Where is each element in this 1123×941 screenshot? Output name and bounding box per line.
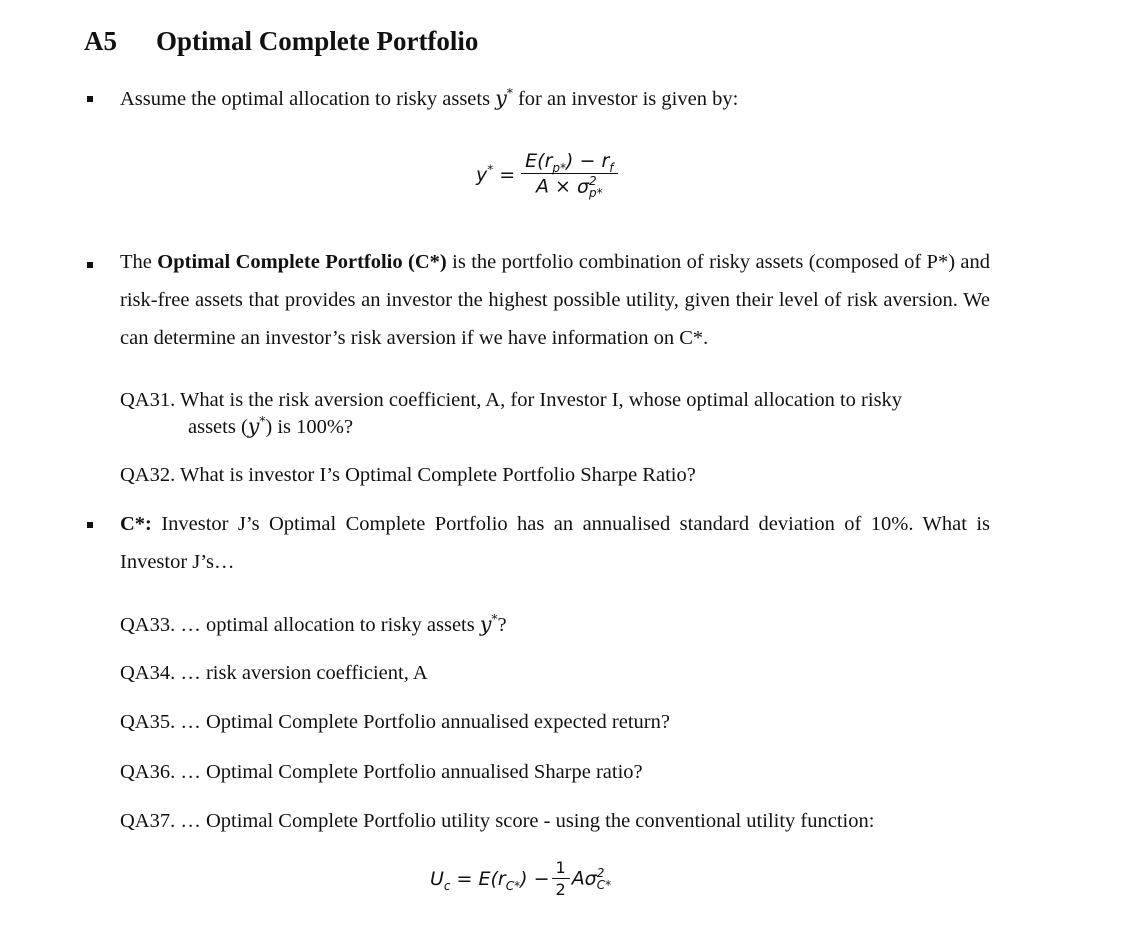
question-qa33: QA33. … optimal allocation to risky assets y*?: [120, 612, 507, 636]
section-heading: [84, 26, 478, 57]
qa33-y-star: y*: [479, 612, 498, 636]
formula-1-equals: =: [499, 163, 516, 186]
formula-2-lhs: $U_c$: [430, 867, 451, 893]
qa31-y-star: y*: [247, 414, 266, 438]
question-qa37: QA37. … Optimal Complete Portfolio utility score - using the conventional utility function:: [120, 810, 875, 832]
formula-2-half: $\frac{1}{2}$: [552, 858, 570, 899]
formula-1-lhs: y*: [476, 162, 494, 186]
bullet-2-text: [120, 243, 990, 357]
formula-1-denominator: A × σ 2 p*: [536, 174, 603, 200]
bullet-3-marker: [87, 522, 93, 528]
qa31-line2: assets (y*) is 100%?: [188, 414, 354, 438]
formula-2-expected-return: = $E(r_{C*})$ −: [456, 867, 550, 893]
qa31-line1: QA31. What is the risk aversion coefficient, A, for Investor I, whose optimal allocation to risky: [120, 389, 903, 411]
bullet-3-text: [120, 505, 990, 581]
question-qa35: QA35. … Optimal Complete Portfolio annualised expected return?: [120, 711, 670, 733]
bullet-1-after: for an investor is given by:: [517, 88, 739, 110]
optimal-allocation-formula: [476, 150, 618, 199]
formula-1-numerator: $E(r_{p*}) - r_f$: [521, 150, 617, 174]
formula-2-variance-term: Aσ 2 C*: [571, 865, 612, 892]
question-qa34: QA34. … risk aversion coefficient, A: [120, 662, 428, 684]
bullet-2-body: is the portfolio combination of risky assets (composed of P*) and risk-free assets that provides an investor the highest possible utility, given their level of risk aversion. We can determine an investor’s risk aversion if we have information on C*.: [120, 251, 991, 349]
section-number: A5: [84, 26, 117, 56]
question-qa36: QA36. … Optimal Complete Portfolio annualised Sharpe ratio?: [120, 761, 643, 783]
question-qa32: QA32. What is investor I’s Optimal Complete Portfolio Sharpe Ratio?: [120, 464, 696, 486]
bullet-2-marker: [87, 262, 93, 268]
question-qa31: [120, 387, 990, 440]
bullet-3-body: Investor J’s Optimal Complete Portfolio has an annualised standard deviation of 10%. What is Investor J’s…: [120, 513, 991, 573]
utility-formula: [430, 858, 611, 899]
bullet-2-prefix: The: [120, 251, 152, 273]
y-star-symbol: y*: [495, 86, 513, 110]
bullet-3-bold-term: C*:: [120, 513, 152, 535]
bullet-2-bold-term: Optimal Complete Portfolio (C*): [157, 251, 447, 273]
bullet-1-marker: [87, 96, 93, 102]
bullet-1-before: Assume the optimal allocation to risky assets: [120, 88, 491, 110]
bullet-1-text: [120, 79, 990, 118]
formula-1-fraction: [521, 150, 617, 199]
section-title: Optimal Complete Portfolio: [156, 26, 479, 56]
